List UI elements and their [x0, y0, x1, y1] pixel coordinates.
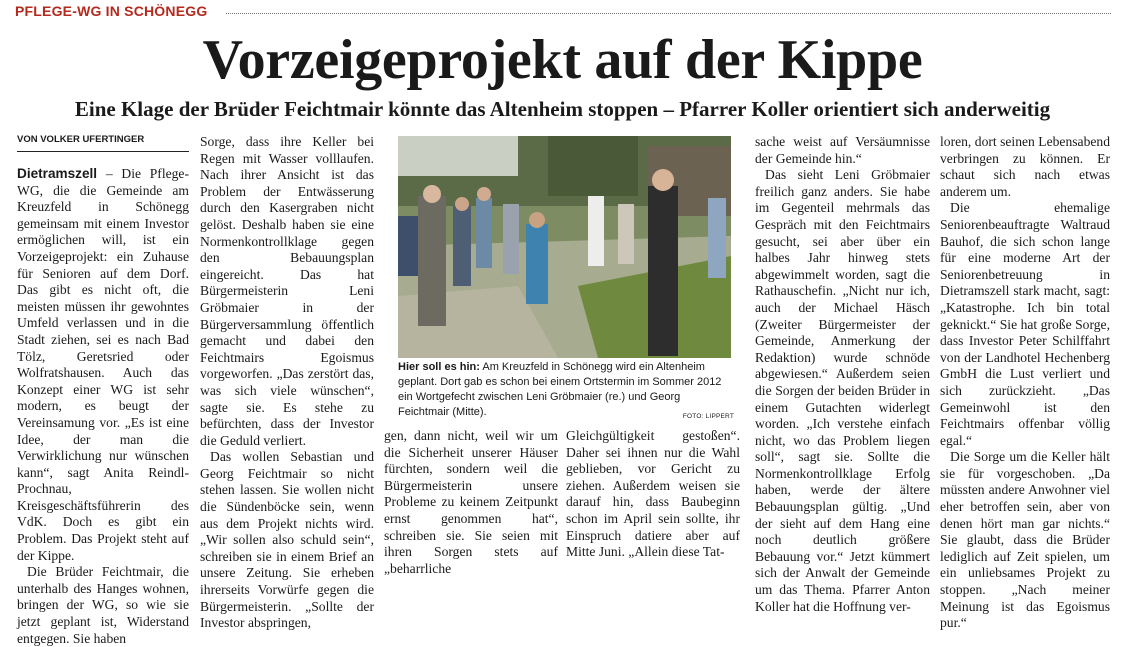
paragraph: Sorge, dass ihre Keller bei Regen mit Wasser volllaufen. Nach ihrer Ansicht ist das Problem der Entwässerung durch den Kasergraben nicht gelöst. Deshalb haben sie eine Normenkontrollklage gegen den Bebauungsplan eingereicht. Das hat Bürgermeisterin Leni Gröbmaier in der Bürgerversammlung öffentlich gemacht und dabei den Feichtmairs Egoismus vorgeworfen. „Das zerstört das, was sich viele wünschen“, sagte sie. Es stehe zu befürchten, dass der Investor die Geduld verliert. — [200, 134, 374, 448]
article-column-2 — [200, 134, 374, 631]
kicker-rule — [226, 13, 1111, 14]
article-column-3 — [384, 428, 558, 576]
article-column-5 — [755, 134, 930, 614]
photo-illustration — [398, 136, 731, 358]
photo-credit: FOTO: LIPPERT — [682, 413, 734, 420]
article-column-4 — [566, 428, 740, 560]
caption-lead: Hier soll es hin: — [398, 361, 480, 373]
paragraph: gen, dann nicht, weil wir um die Sicherheit unserer Häuser fürchten, sondern weil die Bürgermeisterin unsere Probleme zu keinem Zeitpunkt ernst genommen hat“, schreiben sie. Sie seien mit ihren Sorgen stets auf „beharrliche — [384, 428, 558, 576]
headline: Vorzeigeprojekt auf der Kippe — [202, 29, 923, 91]
subheadline: Eine Klage der Brüder Feichtmair könnte das Altenheim stoppen – Pfarrer Koller orientiert sich anderweitig — [74, 97, 1051, 121]
paragraph: Das sieht Leni Gröbmaier freilich ganz anders. Sie habe im Gegenteil mehrmals das Gespräch mit den Feichtmairs gesucht, sei aber über ein halbes Jahr hinweg stets abgewimmelt worden, sagt die Rathauschefin. „Nicht nur ich, auch der Michael Häsch (Zweiter Bürgermeister der Gemeinde, Anmerkung der Redaktion) wurde schnöde abgewiesen.“ Außerdem seien die Sorgen der beiden Brüder in einem Gutachten widerlegt worden. „Ich verstehe einfach nicht, wo das Problem liegen soll“, sagt sie. Sollte die Normenkontrollklage Erfolg haben, werde der ältere Bebauungsplan gültig. „Und der sieht auf dem Hang eine noch deutlich größere Bebauung vor.“ Jetzt kümmert sich der Anwalt der Gemeinde um das Thema. Pfarrer Anton Koller hat die Hoffnung ver- — [755, 167, 930, 614]
caption-text: Am Kreuzfeld in Schönegg wird ein Altenheim geplant. Dort gab es schon bei einem Ortstermin im Sommer 2012 ein Wortgefecht zwischen Leni Gröbmaier (re.) und Georg Feichtmair (Mitte). — [398, 361, 722, 418]
paragraph: Gleichgültigkeit gestoßen“. Daher sei ihnen nur die Wahl geblieben, vor Gericht zu ziehen. Außerdem weisen sie darauf hin, dass Baubeginn schon im April sein sollte, ihr Einspruch datiere aber auf Mitte Juni. „Allein diese Tat- — [566, 428, 740, 560]
paragraph: loren, dort seinen Lebensabend verbringen zu können. Er schaut sich nach etwas anderem um. — [940, 134, 1110, 199]
section-kicker: PFLEGE-WG IN SCHÖNEGG — [15, 3, 208, 19]
paragraph: sache weist auf Versäumnisse der Gemeinde hin.“ — [755, 134, 930, 166]
paragraph: Die ehemalige Seniorenbeauftragte Waltraud Bauhof, die sich schon lange für eine moderne Art der Seniorenbetreuung in Dietramszell stark macht, sagt: „Katastrophe. Ich bin total geknickt.“ Sie hat große Sorge, dass Investor Peter Schilffahrt von der Landhotel Hechenberg GmbH die Lust verliert und sich zurückzieht. „Das Gemeinwohl ist den Feichtmairs offenbar völlig egal.“ — [940, 200, 1110, 448]
photo-caption — [398, 360, 734, 424]
paragraph: Die Brüder Feichtmair, die unterhalb des Hanges wohnen, bringen der WG, so wie sie jetzt geplant ist, Widerstand entgegen. Sie haben — [17, 564, 189, 646]
paragraph: Die Sorge um die Keller hält sie für vorgeschoben. „Da müssten andere Anwohner viel eher betroffen sein, aber von denen hört man gar nichts.“ Sie glaubt, dass die Brüder lediglich auf Zeit spielen, um ein unliebsames Projekt zu stoppen. „Nach meiner Meinung ist das Egoismus pur.“ — [940, 449, 1110, 631]
byline: VON VOLKER UFERTINGER — [17, 134, 189, 152]
paragraph — [17, 166, 189, 564]
paragraph-text: – Die Pflege-WG, die die Gemeinde am Kreuzfeld in Schönegg gemeinsam mit einem Investor ermöglichen will, ist ein Vorzeigeprojekt: ein Zuhause für Senioren auf dem Dorf. Das gibt es nicht oft, die meisten müssen ihr gewohntes Umfeld verlassen und in die Stadt ziehen, sei es nach Bad Tölz, Geretsried oder Wolfratshausen. Auch das Konzept einer WG ist sehr modern, es beugt der Vereinsamung vor. „Es ist eine Idee, der man die Verwirklichung nur wünschen kann“, sagt Anita Reindl-Prochnau, Kreisgeschäftsführerin des VdK. Doch es gibt ein Problem. Das Projekt steht auf der Kippe. — [17, 166, 189, 563]
dateline: Dietramszell — [17, 166, 98, 181]
article-column-1 — [17, 134, 189, 646]
paragraph: Das wollen Sebastian und Georg Feichtmair so nicht stehen lassen. Sie wollen nicht die Sündenböcke sein, wenn aus dem Projekt nichts wird. „Wir sollen also schuld sein“, schreiben sie in einem Brief an unsere Zeitung. Sie erheben ihrerseits Vorwürfe gegen die Bürgermeisterin. „Sollte der Investor abspringen, — [200, 449, 374, 631]
article-photo — [398, 136, 731, 358]
article-column-6 — [940, 134, 1110, 631]
